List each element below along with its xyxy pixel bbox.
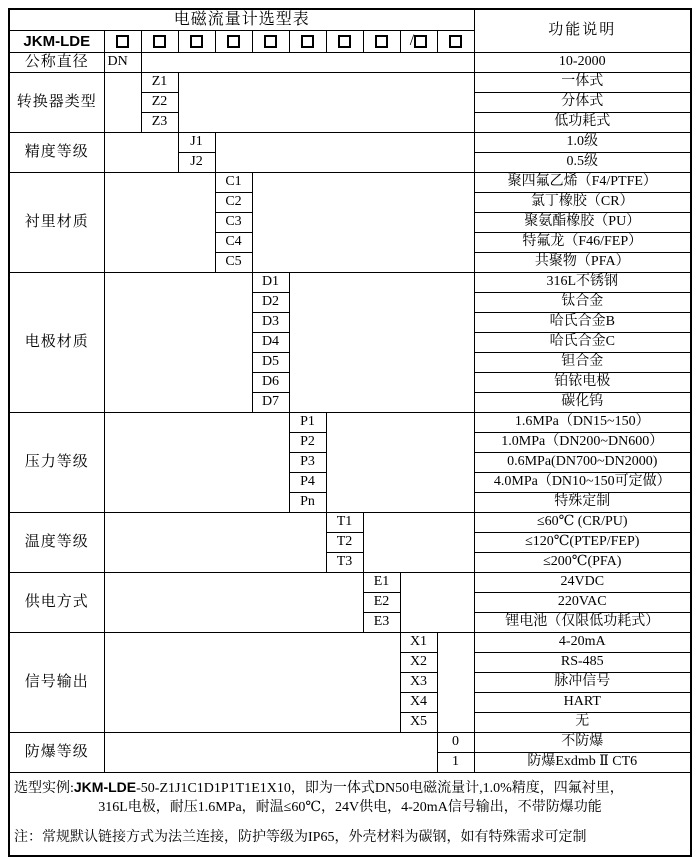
- code-cell: DN: [104, 53, 141, 73]
- category-label: 衬里材质: [9, 173, 104, 273]
- checkbox-icon[interactable]: [264, 35, 277, 48]
- code-cell: J1: [178, 133, 215, 153]
- note-line: 注：常规默认链接方式为法兰连接，防护等级为IP65，外壳材料为碳钢，如有特殊需求可定制: [14, 830, 587, 845]
- category-label: 供电方式: [9, 573, 104, 633]
- code-cell: P3: [289, 453, 326, 473]
- code-cell: P2: [289, 433, 326, 453]
- model-slot-3: [178, 31, 215, 53]
- checkbox-icon[interactable]: [190, 35, 203, 48]
- code-cell: D5: [252, 353, 289, 373]
- desc-cell: ≤60℃ (CR/PU): [474, 513, 691, 533]
- code-cell: P4: [289, 473, 326, 493]
- code-cell: C3: [215, 213, 252, 233]
- example-prefix: 选型实例:: [14, 781, 74, 796]
- desc-cell: 脉冲信号: [474, 673, 691, 693]
- desc-cell: 无: [474, 713, 691, 733]
- desc-cell: ≤120℃(PTEP/FEP): [474, 533, 691, 553]
- code-cell: E2: [363, 593, 400, 613]
- checkbox-icon[interactable]: [338, 35, 351, 48]
- code-cell: C4: [215, 233, 252, 253]
- desc-cell: 316L不锈钢: [474, 273, 691, 293]
- code-cell: Z2: [141, 93, 178, 113]
- code-cell: C5: [215, 253, 252, 273]
- model-slot-6: [289, 31, 326, 53]
- page-title: 电磁流量计选型表: [9, 9, 474, 31]
- empty-cell: [178, 73, 474, 133]
- empty-cell: [104, 633, 400, 733]
- code-cell: Z3: [141, 113, 178, 133]
- code-cell: T2: [326, 533, 363, 553]
- checkbox-icon[interactable]: [449, 35, 462, 48]
- code-cell: E1: [363, 573, 400, 593]
- code-cell: X1: [400, 633, 437, 653]
- empty-cell: [104, 733, 437, 773]
- desc-cell: 锂电池（仅限低功耗式）: [474, 613, 691, 633]
- desc-cell: 0.6MPa(DN700~DN2000): [474, 453, 691, 473]
- selection-table: [8, 8, 692, 857]
- category-label: 防爆等级: [9, 733, 104, 773]
- desc-cell: 铂铱电极: [474, 373, 691, 393]
- desc-cell: 共聚物（PFA）: [474, 253, 691, 273]
- code-cell: D6: [252, 373, 289, 393]
- example-line-1: [14, 778, 686, 798]
- desc-cell: 不防爆: [474, 733, 691, 753]
- desc-cell: 4-20mA: [474, 633, 691, 653]
- empty-cell: [104, 133, 178, 173]
- desc-cell: 哈氏合金B: [474, 313, 691, 333]
- category-label: 转换器类型: [9, 73, 104, 133]
- empty-cell: [141, 53, 474, 73]
- model-prefix: JKM-LDE: [9, 31, 104, 53]
- code-cell: C2: [215, 193, 252, 213]
- desc-cell: 10-2000: [474, 53, 691, 73]
- empty-cell: [289, 273, 474, 413]
- code-cell: C1: [215, 173, 252, 193]
- empty-cell: [104, 173, 215, 273]
- empty-cell: [363, 513, 474, 573]
- desc-cell: 特殊定制: [474, 493, 691, 513]
- desc-cell: 防爆Exdmb Ⅱ CT6: [474, 753, 691, 773]
- checkbox-icon[interactable]: [375, 35, 388, 48]
- empty-cell: [437, 633, 474, 733]
- selection-sheet: [8, 8, 692, 857]
- category-label: 精度等级: [9, 133, 104, 173]
- model-slot-9: [400, 31, 437, 53]
- checkbox-icon[interactable]: [414, 35, 427, 48]
- model-slot-4: [215, 31, 252, 53]
- desc-cell: 聚氨酯橡胶（PU）: [474, 213, 691, 233]
- desc-cell: 哈氏合金C: [474, 333, 691, 353]
- code-cell: J2: [178, 153, 215, 173]
- category-label: 压力等级: [9, 413, 104, 513]
- checkbox-icon[interactable]: [153, 35, 166, 48]
- desc-cell: 1.0级: [474, 133, 691, 153]
- code-cell: D2: [252, 293, 289, 313]
- code-cell: X3: [400, 673, 437, 693]
- desc-cell: RS-485: [474, 653, 691, 673]
- empty-cell: [400, 573, 474, 633]
- desc-cell: 4.0MPa（DN10~150可定做）: [474, 473, 691, 493]
- desc-cell: 24VDC: [474, 573, 691, 593]
- code-cell: 0: [437, 733, 474, 753]
- code-cell: X5: [400, 713, 437, 733]
- code-cell: D3: [252, 313, 289, 333]
- code-cell: T3: [326, 553, 363, 573]
- empty-cell: [104, 573, 363, 633]
- function-header: 功能说明: [474, 9, 691, 53]
- example-line-2: 316L电极，耐压1.6MPa，耐温≤60℃，24V供电，4-20mA信号输出，不带防爆功能: [98, 800, 602, 815]
- desc-cell: 220VAC: [474, 593, 691, 613]
- desc-cell: 特氟龙（F46/FEP）: [474, 233, 691, 253]
- code-cell: X4: [400, 693, 437, 713]
- desc-cell: 1.0MPa（DN200~DN600）: [474, 433, 691, 453]
- example-suffix: -50-Z1J1C1D1P1T1E1X10，即为一体式DN50电磁流量计,1.0%精度，四氟衬里，: [136, 781, 624, 796]
- empty-cell: [104, 273, 252, 413]
- empty-cell: [252, 173, 474, 273]
- category-label: 电极材质: [9, 273, 104, 413]
- desc-cell: 一体式: [474, 73, 691, 93]
- checkbox-icon[interactable]: [116, 35, 129, 48]
- code-cell: 1: [437, 753, 474, 773]
- category-label: 温度等级: [9, 513, 104, 573]
- desc-cell: HART: [474, 693, 691, 713]
- model-slot-10: [437, 31, 474, 53]
- category-label: 公称直径: [9, 53, 104, 73]
- code-cell: E3: [363, 613, 400, 633]
- empty-cell: [326, 413, 474, 513]
- model-slot-1: [104, 31, 141, 53]
- empty-cell: [215, 133, 474, 173]
- model-slot-7: [326, 31, 363, 53]
- code-cell: T1: [326, 513, 363, 533]
- empty-cell: [104, 413, 289, 513]
- empty-cell: [104, 513, 326, 573]
- desc-cell: 1.6MPa（DN15~150）: [474, 413, 691, 433]
- empty-cell: [104, 73, 141, 133]
- desc-cell: 聚四氟乙烯（F4/PTFE）: [474, 173, 691, 193]
- slot-prefix: /: [409, 32, 415, 50]
- category-label: 信号输出: [9, 633, 104, 733]
- checkbox-icon[interactable]: [227, 35, 240, 48]
- model-slot-2: [141, 31, 178, 53]
- example-model-code: JKM-LDE: [73, 779, 137, 795]
- model-slot-5: [252, 31, 289, 53]
- code-cell: Z1: [141, 73, 178, 93]
- desc-cell: 分体式: [474, 93, 691, 113]
- desc-cell: 氯丁橡胶（CR）: [474, 193, 691, 213]
- code-cell: P1: [289, 413, 326, 433]
- model-slot-8: [363, 31, 400, 53]
- desc-cell: 钽合金: [474, 353, 691, 373]
- desc-cell: 钛合金: [474, 293, 691, 313]
- checkbox-icon[interactable]: [301, 35, 314, 48]
- code-cell: X2: [400, 653, 437, 673]
- desc-cell: ≤200℃(PFA): [474, 553, 691, 573]
- desc-cell: 碳化钨: [474, 393, 691, 413]
- code-cell: D1: [252, 273, 289, 293]
- desc-cell: 0.5级: [474, 153, 691, 173]
- code-cell: D4: [252, 333, 289, 353]
- notes-area: [9, 773, 691, 857]
- desc-cell: 低功耗式: [474, 113, 691, 133]
- code-cell: Pn: [289, 493, 326, 513]
- code-cell: D7: [252, 393, 289, 413]
